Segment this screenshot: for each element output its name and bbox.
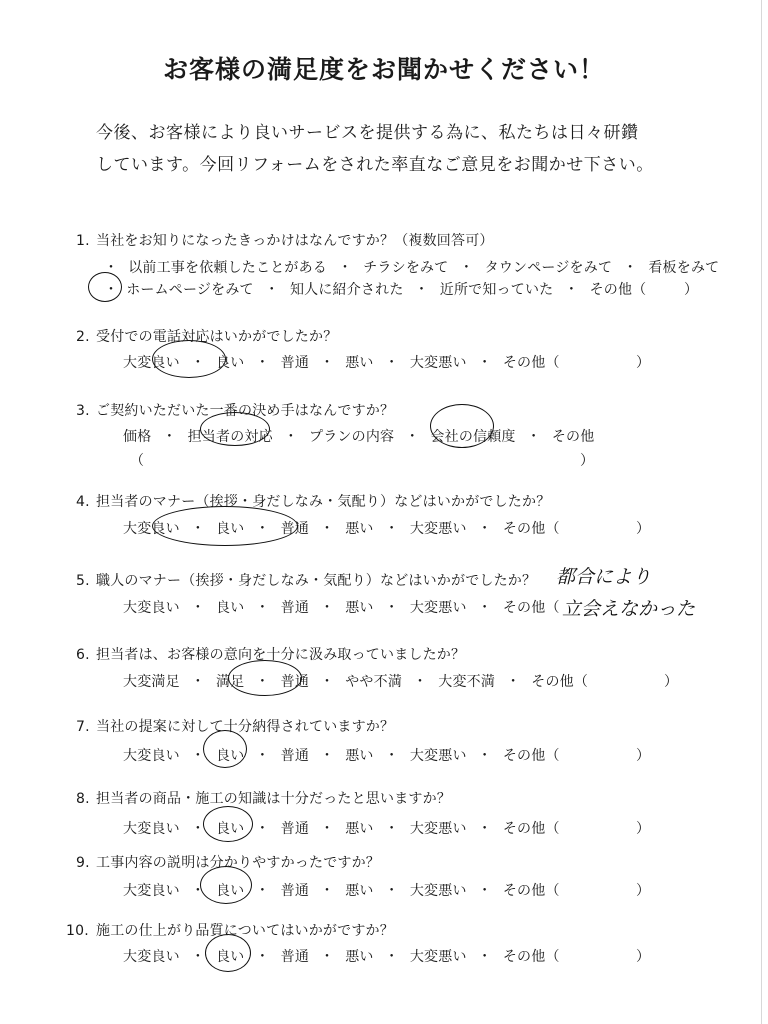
hand-drawn-circle <box>203 806 253 842</box>
scan-edge <box>761 0 762 1024</box>
question-9: 9. 工事内容の説明は分かりやすかったですか？ <box>76 855 380 871</box>
question-1-options-row-1: ・ 以前工事を依頼したことがある ・ チラシをみて ・ タウンページをみて ・ 看板をみて <box>104 257 719 277</box>
hand-drawn-circle <box>200 866 252 904</box>
question-7: 7. 当社の提案に対して十分納得されていますか？ <box>76 719 395 735</box>
survey-page: お客様の満足度をお聞かせください！ 今後、お客様により良いサービスを提供する為に、私たちは日々研鑽 しています。今回リフォームをされた率直なご意見をお聞かせ下さい。 1. 当社をお知りになったきっかけはなんですか？（複数回答可） ・ 以前工事を依頼したことがある ・ チラシをみて ・ タウンページをみて ・ 看板をみて ・ ホームページをみて ・ 知人に紹介された ・ 近所で知っていた ・ その他（ ） 2. 受付での電話対応はいかがでしたか？ 大変良い ・ 良い ・ 普通 ・ 悪い ・ 大変悪い ・ その他（ ） 3. ご契約いただいた一番の決め手はなんですか？ 価格 ・ 担当者の対応 ・ プランの内容 ・ 会社の信頼度 ・ その他 （ ） 4. 担当者のマナー（挨拶・身だしなみ・気配り）などはいかがでしたか？ 大変良い ・ 良い ・ 普通 ・ 悪い ・ 大変悪い ・ その他（ ） 5. 職人のマナー（挨拶・身だしなみ・気配り）などはいかがでしたか？ 大変良い ・ 良い ・ 普通 ・ 悪い ・ 大変悪い ・ その他（ 都合により 立会えなかった 6. 担当者は、お客様の意向を十分に汲み取っていましたか？ 大変満足 ・ 満足 ・ 普通 ・ やや不満 ・ 大変不満 ・ その他（ ） 7. 当社の提案に対して十分納得されていますか？ 大変良い ・ 良い ・ 普通 ・ 悪い ・ 大変悪い ・ その他（ ） 8. 担当者の商品・施工の知識は十分だったと思いますか？ 大変良い ・ 良い ・ 普通 ・ 悪い ・ 大変悪い ・ その他（ ） 9. 工事内容の説明は分かりやすかったですか？ 大変良い ・ 良い ・ 普通 ・ 悪い ・ 大変悪い ・ その他（ ） 10. 施工の仕上がり品質についてはいかがですか？ 大変良い ・ 良い ・ 普通 ・ 悪い ・ 大変悪い ・ その他（ ） <box>0 0 768 1024</box>
hand-drawn-circle <box>430 404 494 448</box>
hand-drawn-circle <box>152 340 226 378</box>
option-4[interactable]: 看板をみて <box>648 260 720 276</box>
question-10-text: 施工の仕上がり品質についてはいかがですか？ <box>96 923 394 939</box>
question-2-text: 受付での電話対応はいかがでしたか？ <box>96 329 338 345</box>
hand-drawn-circle <box>203 730 247 768</box>
page-title: お客様の満足度をお聞かせください！ <box>162 55 605 84</box>
option-homepage[interactable]: ホームページをみて <box>126 282 254 298</box>
question-6-text: 担当者は、お客様の意向を十分に汲み取っていましたか？ <box>96 647 466 663</box>
hand-drawn-circle <box>88 272 122 302</box>
question-10: 10. 施工の仕上がり品質についてはいかがですか？ <box>66 923 394 939</box>
question-6-options: 大変満足 ・ 満足 ・ 普通 ・ やや不満 ・ 大変不満 ・ その他（ <box>123 674 589 690</box>
question-8: 8. 担当者の商品・施工の知識は十分だったと思いますか？ <box>76 791 451 807</box>
hand-drawn-circle <box>152 506 298 546</box>
question-5-text: 職人のマナー（挨拶・身だしなみ・気配り）などはいかがでしたか？ <box>96 573 537 589</box>
hand-drawn-circle <box>228 660 302 696</box>
question-4-text: 担当者のマナー（挨拶・身だしなみ・気配り）などはいかがでしたか？ <box>96 494 551 510</box>
question-5-options: 大変良い ・ 良い ・ 普通 ・ 悪い ・ 大変悪い ・ その他（ <box>123 600 560 616</box>
question-10-options: 大変良い ・ 良い ・ 普通 ・ 悪い ・ 大変悪い ・ その他（ <box>123 949 560 965</box>
intro-line-2: しています。今回リフォームをされた率直なご意見をお聞かせ下さい。 <box>96 155 654 175</box>
option-referral[interactable]: 知人に紹介された <box>289 282 404 298</box>
question-6: 6. 担当者は、お客様の意向を十分に汲み取っていましたか？ <box>76 647 466 663</box>
question-3-options: 価格 ・ 担当者の対応 ・ プランの内容 ・ 会社の信頼度 ・ その他 <box>123 429 595 445</box>
question-5: 5. 職人のマナー（挨拶・身だしなみ・気配り）などはいかがでしたか？ <box>76 573 537 589</box>
question-2: 2. 受付での電話対応はいかがでしたか？ <box>76 329 338 345</box>
question-8-text: 担当者の商品・施工の知識は十分だったと思いますか？ <box>96 791 451 807</box>
question-1-options-row-2: ・ ホームページをみて ・ 知人に紹介された ・ 近所で知っていた ・ その他（ <box>104 279 646 299</box>
question-3: 3. ご契約いただいた一番の決め手はなんですか？ <box>76 403 395 419</box>
intro-line-1: 今後、お客様により良いサービスを提供する為に、私たちは日々研鑽 <box>96 123 639 143</box>
handwritten-note-line-2: 立会えなかった <box>562 598 696 620</box>
option-3[interactable]: タウンページをみて <box>484 260 613 276</box>
question-7-text: 当社の提案に対して十分納得されていますか？ <box>96 719 395 735</box>
hand-drawn-circle <box>200 412 270 446</box>
option-neighborhood[interactable]: 近所で知っていた <box>439 282 554 298</box>
question-1-text: 当社をお知りになったきっかけはなんですか？（複数回答可） <box>96 233 494 249</box>
question-3-text: ご契約いただいた一番の決め手はなんですか？ <box>96 403 395 419</box>
close-paren: ） <box>684 282 698 298</box>
question-2-options: 大変良い ・ 良い ・ 普通 ・ 悪い ・ 大変悪い ・ その他（ <box>123 355 560 371</box>
option-1[interactable]: 以前工事を依頼したことがある <box>128 260 328 276</box>
question-1: 1. 当社をお知りになったきっかけはなんですか？（複数回答可） <box>76 233 494 249</box>
question-8-options: 大変良い ・ 良い ・ 普通 ・ 悪い ・ 大変悪い ・ その他（ <box>123 821 560 837</box>
question-9-options: 大変良い ・ 良い ・ 普通 ・ 悪い ・ 大変悪い ・ その他（ <box>123 883 560 899</box>
question-9-text: 工事内容の説明は分かりやすかったですか？ <box>96 855 380 871</box>
question-4-options: 大変良い ・ 良い ・ 普通 ・ 悪い ・ 大変悪い ・ その他（ <box>123 521 560 537</box>
question-7-options: 大変良い ・ 良い ・ 普通 ・ 悪い ・ 大変悪い ・ その他（ <box>123 748 560 764</box>
option-other[interactable]: その他（ <box>589 282 647 298</box>
hand-drawn-circle <box>205 934 251 972</box>
option-2[interactable]: チラシをみて <box>363 260 449 276</box>
handwritten-note-line-1: 都合により <box>556 566 652 588</box>
question-4: 4. 担当者のマナー（挨拶・身だしなみ・気配り）などはいかがでしたか？ <box>76 494 551 510</box>
